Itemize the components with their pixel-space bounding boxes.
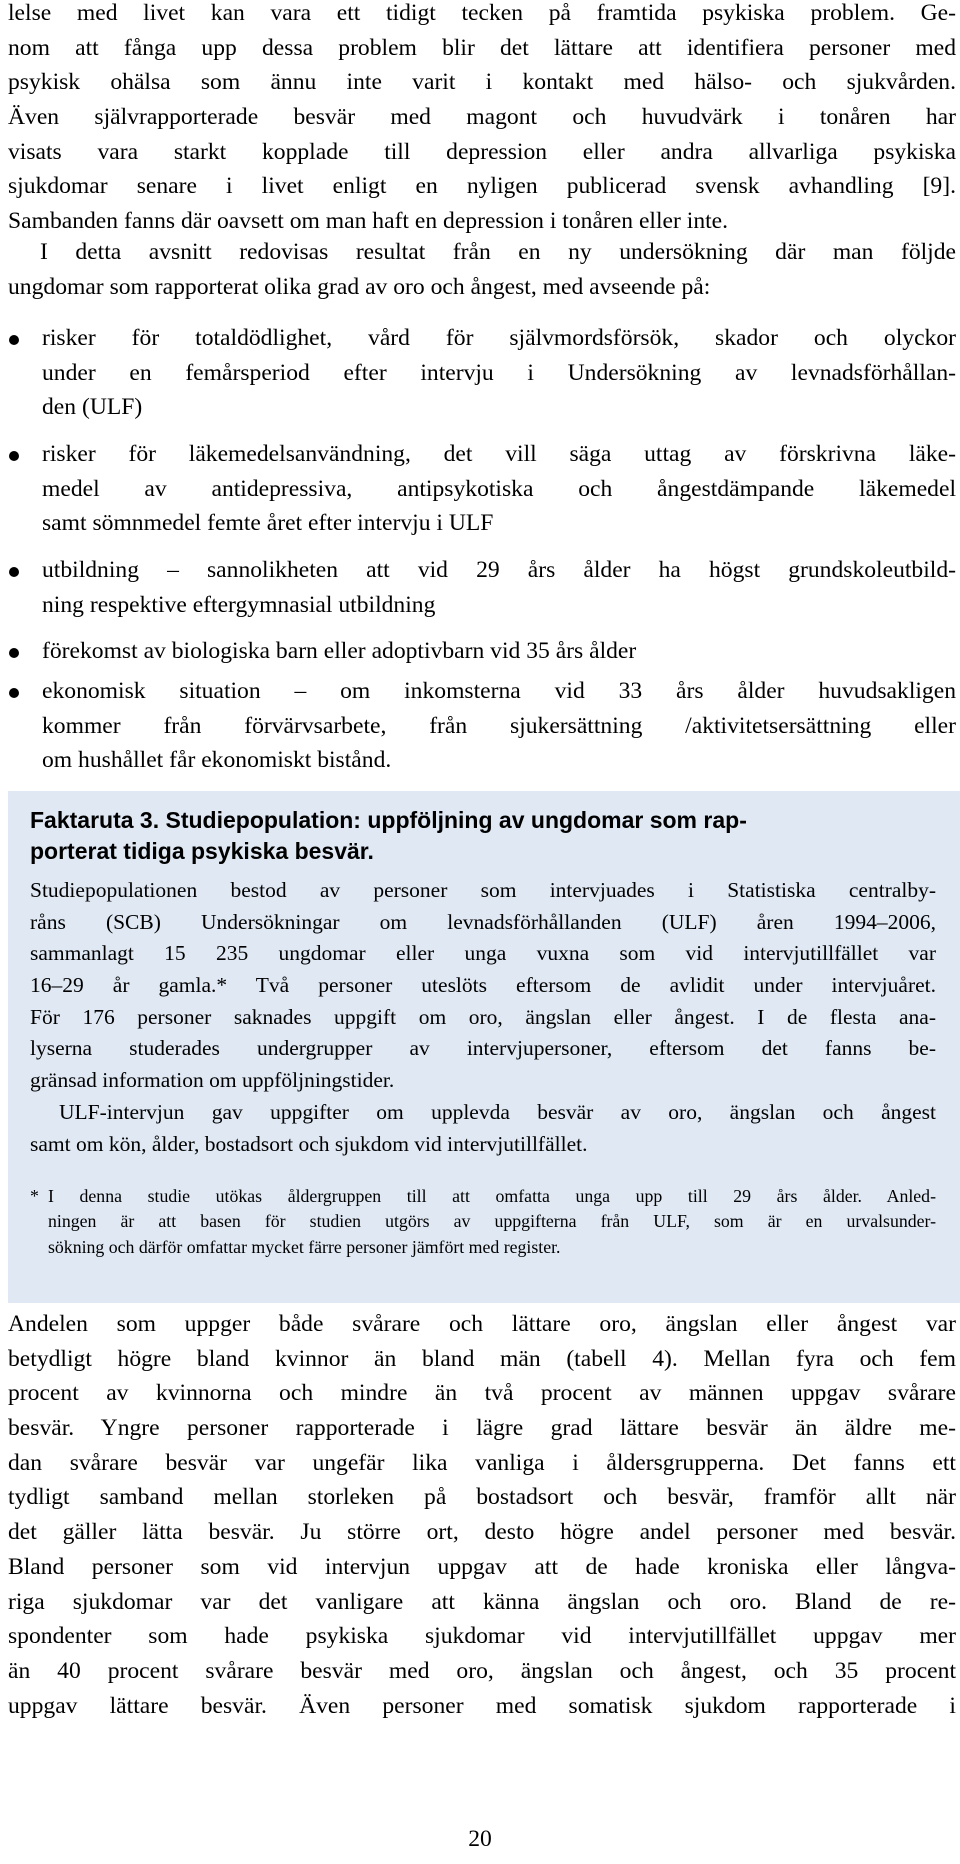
- bullet-icon: [9, 451, 19, 461]
- list-item: [8, 674, 956, 778]
- text-line: Bland personer som vid intervjun uppgav att de hade kroniska eller långva-: [8, 1553, 956, 1580]
- bullet-icon: [9, 335, 19, 345]
- text-line: 16–29 år gamla.* Två personer uteslöts eftersom de avlidit under intervjuåret.: [30, 973, 936, 998]
- section-paragraph: [8, 235, 956, 304]
- text-line: Sambanden fanns där oavsett om man haft en depression i tonåren eller inte.: [8, 208, 729, 235]
- text-line: utbildning – sannolikheten att vid 29 års ålder ha högst grundskoleutbild-: [42, 557, 956, 583]
- text-line: Andelen som uppger både svårare och lättare oro, ängslan eller ångest var: [8, 1311, 956, 1337]
- text-line: Studiepopulationen bestod av personer som intervjuades i Statistiska centralby-: [30, 878, 936, 902]
- list-item: [8, 437, 956, 541]
- text-line: sammanlagt 15 235 ungdomar eller unga vuxna som vid intervjutillfället var: [30, 941, 936, 966]
- fact-box: [8, 791, 960, 1303]
- text-line: än 40 procent svårare besvär med oro, ängslan och ångest, och 35 procent: [8, 1657, 956, 1684]
- list-item: [8, 634, 956, 669]
- text-line: samt sömnmedel femte året efter intervju i ULF: [42, 510, 494, 537]
- intro-paragraph: [8, 0, 956, 239]
- text-line: betydligt högre bland kvinnor än bland män (tabell 4). Mellan fyra och fem: [8, 1345, 956, 1372]
- fact-box-content: [30, 805, 936, 1260]
- text-line: riga sjukdomar var det vanligare att känna ängslan och oro. Bland de re-: [8, 1588, 956, 1615]
- text-line: förekomst av biologiska barn eller adoptivbarn vid 35 års ålder: [42, 638, 637, 664]
- text-line: under en femårsperiod efter intervju i Undersökning av levnadsförhållan-: [42, 359, 956, 386]
- bullet-icon: [9, 567, 19, 577]
- footnote: [30, 1184, 936, 1260]
- text-line: lyserna studerades undergrupper av intervjupersoner, eftersom det fanns be-: [30, 1036, 936, 1061]
- page-number: 20: [468, 1826, 492, 1852]
- text-line: spondenter som hade psykiska sjukdomar vid intervjutillfället uppgav mer: [8, 1623, 956, 1650]
- text-line: Även självrapporterade besvär med magont och huvudvärk i tonåren har: [8, 104, 956, 131]
- text-line: uppgav lättare besvär. Även personer med somatisk sjukdom rapporterade i: [8, 1692, 956, 1719]
- text-line: det gäller lätta besvär. Ju större ort, desto högre andel personer med besvär.: [8, 1519, 956, 1546]
- text-line: ULF-intervjun gav uppgifter om upplevda besvär av oro, ängslan och ångest: [59, 1099, 936, 1124]
- text-line: nom att fånga upp dessa problem blir det lättare att identifiera personer med: [8, 34, 956, 61]
- bullet-list-4: [8, 634, 956, 669]
- bullet-list-5: [8, 674, 956, 778]
- text-line: I detta avsnitt redovisas resultat från en ny undersökning där man följde: [40, 239, 956, 265]
- text-line: För 176 personer saknades uppgift om oro, ängslan eller ångest. I de flesta ana-: [30, 1004, 936, 1029]
- text-line: lelse med livet kan vara ett tidigt tecken på framtida psykiska problem. Ge-: [8, 0, 956, 26]
- result-paragraph: [8, 1307, 956, 1723]
- footnote-line: ningen är att basen för studien utgörs av uppgifterna från ULF, som är en urvalsunder-: [48, 1211, 936, 1232]
- text-line: risker för läkemedelsanvändning, det vill säga uttag av förskrivna läke-: [42, 441, 956, 467]
- bullet-icon: [9, 688, 19, 698]
- text-line: ekonomisk situation – om inkomsterna vid 33 års ålder huvudsakligen: [42, 678, 956, 704]
- text-line: medel av antidepressiva, antipsykotiska och ångestdämpande läkemedel: [42, 475, 956, 502]
- text-line: kommer från förvärvsarbete, från sjukersättning /aktivitetsersättning eller: [42, 712, 956, 739]
- bullet-list: [8, 321, 956, 425]
- text-line: ungdomar som rapporterat olika grad av oro och ångest, med avseende på:: [8, 273, 711, 300]
- text-line: dan svårare besvär var ungefär lika vanliga i åldersgrupperna. Det fanns ett: [8, 1449, 956, 1476]
- text-line: gränsad information om uppföljningstider.: [30, 1068, 395, 1093]
- footnote-line: sökning och därför omfattar mycket färre personer jämfört med register.: [48, 1236, 561, 1257]
- text-line: visats vara starkt kopplade till depression eller andra allvarliga psykiska: [8, 138, 956, 165]
- bullet-list-3: [8, 553, 956, 622]
- text-line: den (ULF): [42, 394, 143, 421]
- bullet-list-2: [8, 437, 956, 541]
- text-line: psykisk ohälsa som ännu inte varit i kontakt med hälso- och sjukvården.: [8, 69, 956, 96]
- text-line: om hushållet får ekonomiskt bistånd.: [42, 747, 392, 774]
- fact-box-title: Faktaruta 3. Studiepopulation: uppföljning av ungdomar som rap-: [30, 807, 747, 833]
- text-line: sjukdomar senare i livet enligt en nyligen publicerad svensk avhandling [9].: [8, 173, 956, 200]
- fact-box-title: porterat tidiga psykiska besvär.: [30, 838, 374, 864]
- text-line: besvär. Yngre personer rapporterade i lägre grad lättare besvär än äldre me-: [8, 1415, 956, 1442]
- list-item: [8, 321, 956, 425]
- footnote-mark: *: [30, 1186, 39, 1207]
- text-line: procent av kvinnorna och mindre än två procent av männen uppgav svårare: [8, 1380, 956, 1407]
- bullet-icon: [9, 648, 19, 658]
- list-item: [8, 553, 956, 622]
- text-line: tydligt samband mellan storleken på bostadsort och besvär, framför allt när: [8, 1484, 956, 1511]
- footnote-line: I denna studie utökas åldergruppen till att omfatta unga upp till 29 års ålder. Anled-: [48, 1186, 936, 1207]
- text-line: råns (SCB) Undersökningar om levnadsförhållanden (ULF) åren 1994–2006,: [30, 909, 936, 934]
- text-line: samt om kön, ålder, bostadsort och sjukdom vid intervjutillfället.: [30, 1131, 588, 1156]
- text-line: ning respektive eftergymnasial utbildning: [42, 591, 436, 618]
- text-line: risker för totaldödlighet, vård för självmordsförsök, skador och olyckor: [42, 325, 956, 351]
